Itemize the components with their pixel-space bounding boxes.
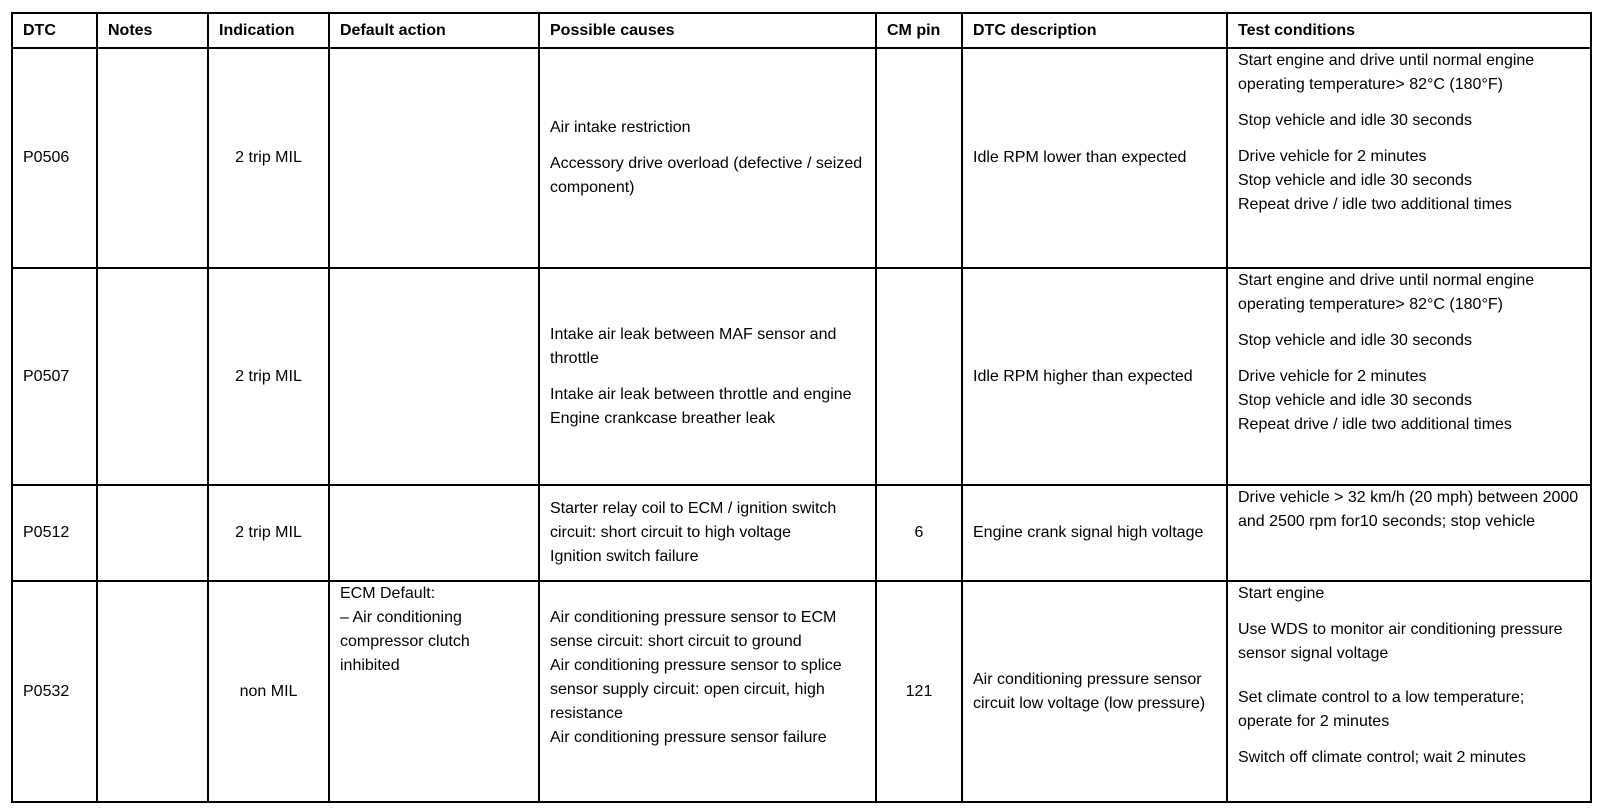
dtc-code: P0532 <box>12 581 97 802</box>
indication-cell: 2 trip MIL <box>208 485 329 581</box>
dtc-table <box>11 12 1592 803</box>
test-step: Drive vehicle for 2 minutes <box>1238 148 1427 165</box>
test-step: Switch off climate control; wait 2 minutes <box>1238 749 1526 766</box>
header-row <box>12 13 1591 48</box>
cause-item: Air intake restriction <box>550 119 691 136</box>
cause-item: Engine crankcase breather leak <box>550 409 776 427</box>
test-conditions-cell <box>1227 48 1591 268</box>
default-action-text: – Air conditioning compressor clutch inhibited <box>340 609 470 674</box>
cm-pin-cell <box>876 268 962 485</box>
test-step: Stop vehicle and idle 30 seconds <box>1238 172 1472 189</box>
test-step: Use WDS to monitor air conditioning pressure sensor signal voltage <box>1238 621 1563 662</box>
table-row <box>12 581 1591 802</box>
header-possible-causes: Possible causes <box>539 13 876 48</box>
dtc-code: P0506 <box>12 48 97 268</box>
possible-causes-cell <box>539 485 876 581</box>
dtc-description-cell: Idle RPM higher than expected <box>962 268 1227 485</box>
cause-item: Air conditioning pressure sensor failure <box>550 729 827 746</box>
test-conditions-cell <box>1227 485 1591 581</box>
possible-causes-cell <box>539 48 876 268</box>
header-dtc: DTC <box>12 13 97 48</box>
cause-item: Starter relay coil to ECM / ignition switch circuit: short circuit to high voltage <box>550 500 837 541</box>
cause-item: Accessory drive overload (defective / seized component) <box>550 155 863 196</box>
test-step: Start engine and drive until normal engine operating temperature> 82°C (180°F) <box>1238 52 1535 93</box>
notes-cell <box>97 581 208 802</box>
dtc-description-cell: Engine crank signal high voltage <box>962 485 1227 581</box>
cause-item: Air conditioning pressure sensor to ECM sense circuit: short circuit to ground <box>550 609 837 650</box>
notes-cell <box>97 48 208 268</box>
header-test-conditions: Test conditions <box>1227 13 1591 48</box>
dtc-description-cell: Air conditioning pressure sensor circuit low voltage (low pressure) <box>962 581 1227 802</box>
dtc-code: P0507 <box>12 268 97 485</box>
dtc-description-cell: Idle RPM lower than expected <box>962 48 1227 268</box>
test-conditions-cell <box>1227 268 1591 485</box>
header-cm-pin: CM pin <box>876 13 962 48</box>
header-indication: Indication <box>208 13 329 48</box>
cause-item: Intake air leak between MAF sensor and throttle <box>550 325 837 367</box>
test-step: Drive vehicle > 32 km/h (20 mph) between 2000 and 2500 rpm for10 seconds; stop vehicle <box>1238 489 1579 530</box>
cm-pin-cell <box>876 48 962 268</box>
indication-cell: 2 trip MIL <box>208 268 329 485</box>
dtc-code: P0512 <box>12 485 97 581</box>
test-step: Stop vehicle and idle 30 seconds <box>1238 392 1472 409</box>
cm-pin-cell: 6 <box>876 485 962 581</box>
possible-causes-cell <box>539 581 876 802</box>
default-action-title: ECM Default: <box>340 585 436 602</box>
indication-cell: non MIL <box>208 581 329 802</box>
cause-item: Air conditioning pressure sensor to splice sensor supply circuit: open circuit, high resistance <box>550 657 842 722</box>
cm-pin-cell: 121 <box>876 581 962 802</box>
header-notes: Notes <box>97 13 208 48</box>
test-step: Stop vehicle and idle 30 seconds <box>1238 112 1472 129</box>
test-step: Set climate control to a low temperature; operate for 2 minutes <box>1238 689 1525 730</box>
table-row <box>12 48 1591 268</box>
default-action-cell <box>329 268 539 485</box>
default-action-cell <box>329 48 539 268</box>
notes-cell <box>97 485 208 581</box>
header-dtc-description: DTC description <box>962 13 1227 48</box>
default-action-cell <box>329 581 539 802</box>
test-step: Repeat drive / idle two additional times <box>1238 196 1512 213</box>
possible-causes-cell <box>539 268 876 485</box>
header-default-action: Default action <box>329 13 539 48</box>
cause-item: Ignition switch failure <box>550 548 699 565</box>
test-step: Stop vehicle and idle 30 seconds <box>1238 332 1472 349</box>
default-action-cell <box>329 485 539 581</box>
test-step: Start engine and drive until normal engine operating temperature> 82°C (180°F) <box>1238 272 1535 313</box>
test-step: Start engine <box>1238 585 1325 602</box>
test-step: Drive vehicle for 2 minutes <box>1238 368 1427 385</box>
test-step: Repeat drive / idle two additional times <box>1238 416 1512 433</box>
notes-cell <box>97 268 208 485</box>
cause-item: Intake air leak between throttle and engine <box>550 385 852 403</box>
test-conditions-cell <box>1227 581 1591 802</box>
indication-cell: 2 trip MIL <box>208 48 329 268</box>
table-row <box>12 268 1591 485</box>
table-row <box>12 485 1591 581</box>
